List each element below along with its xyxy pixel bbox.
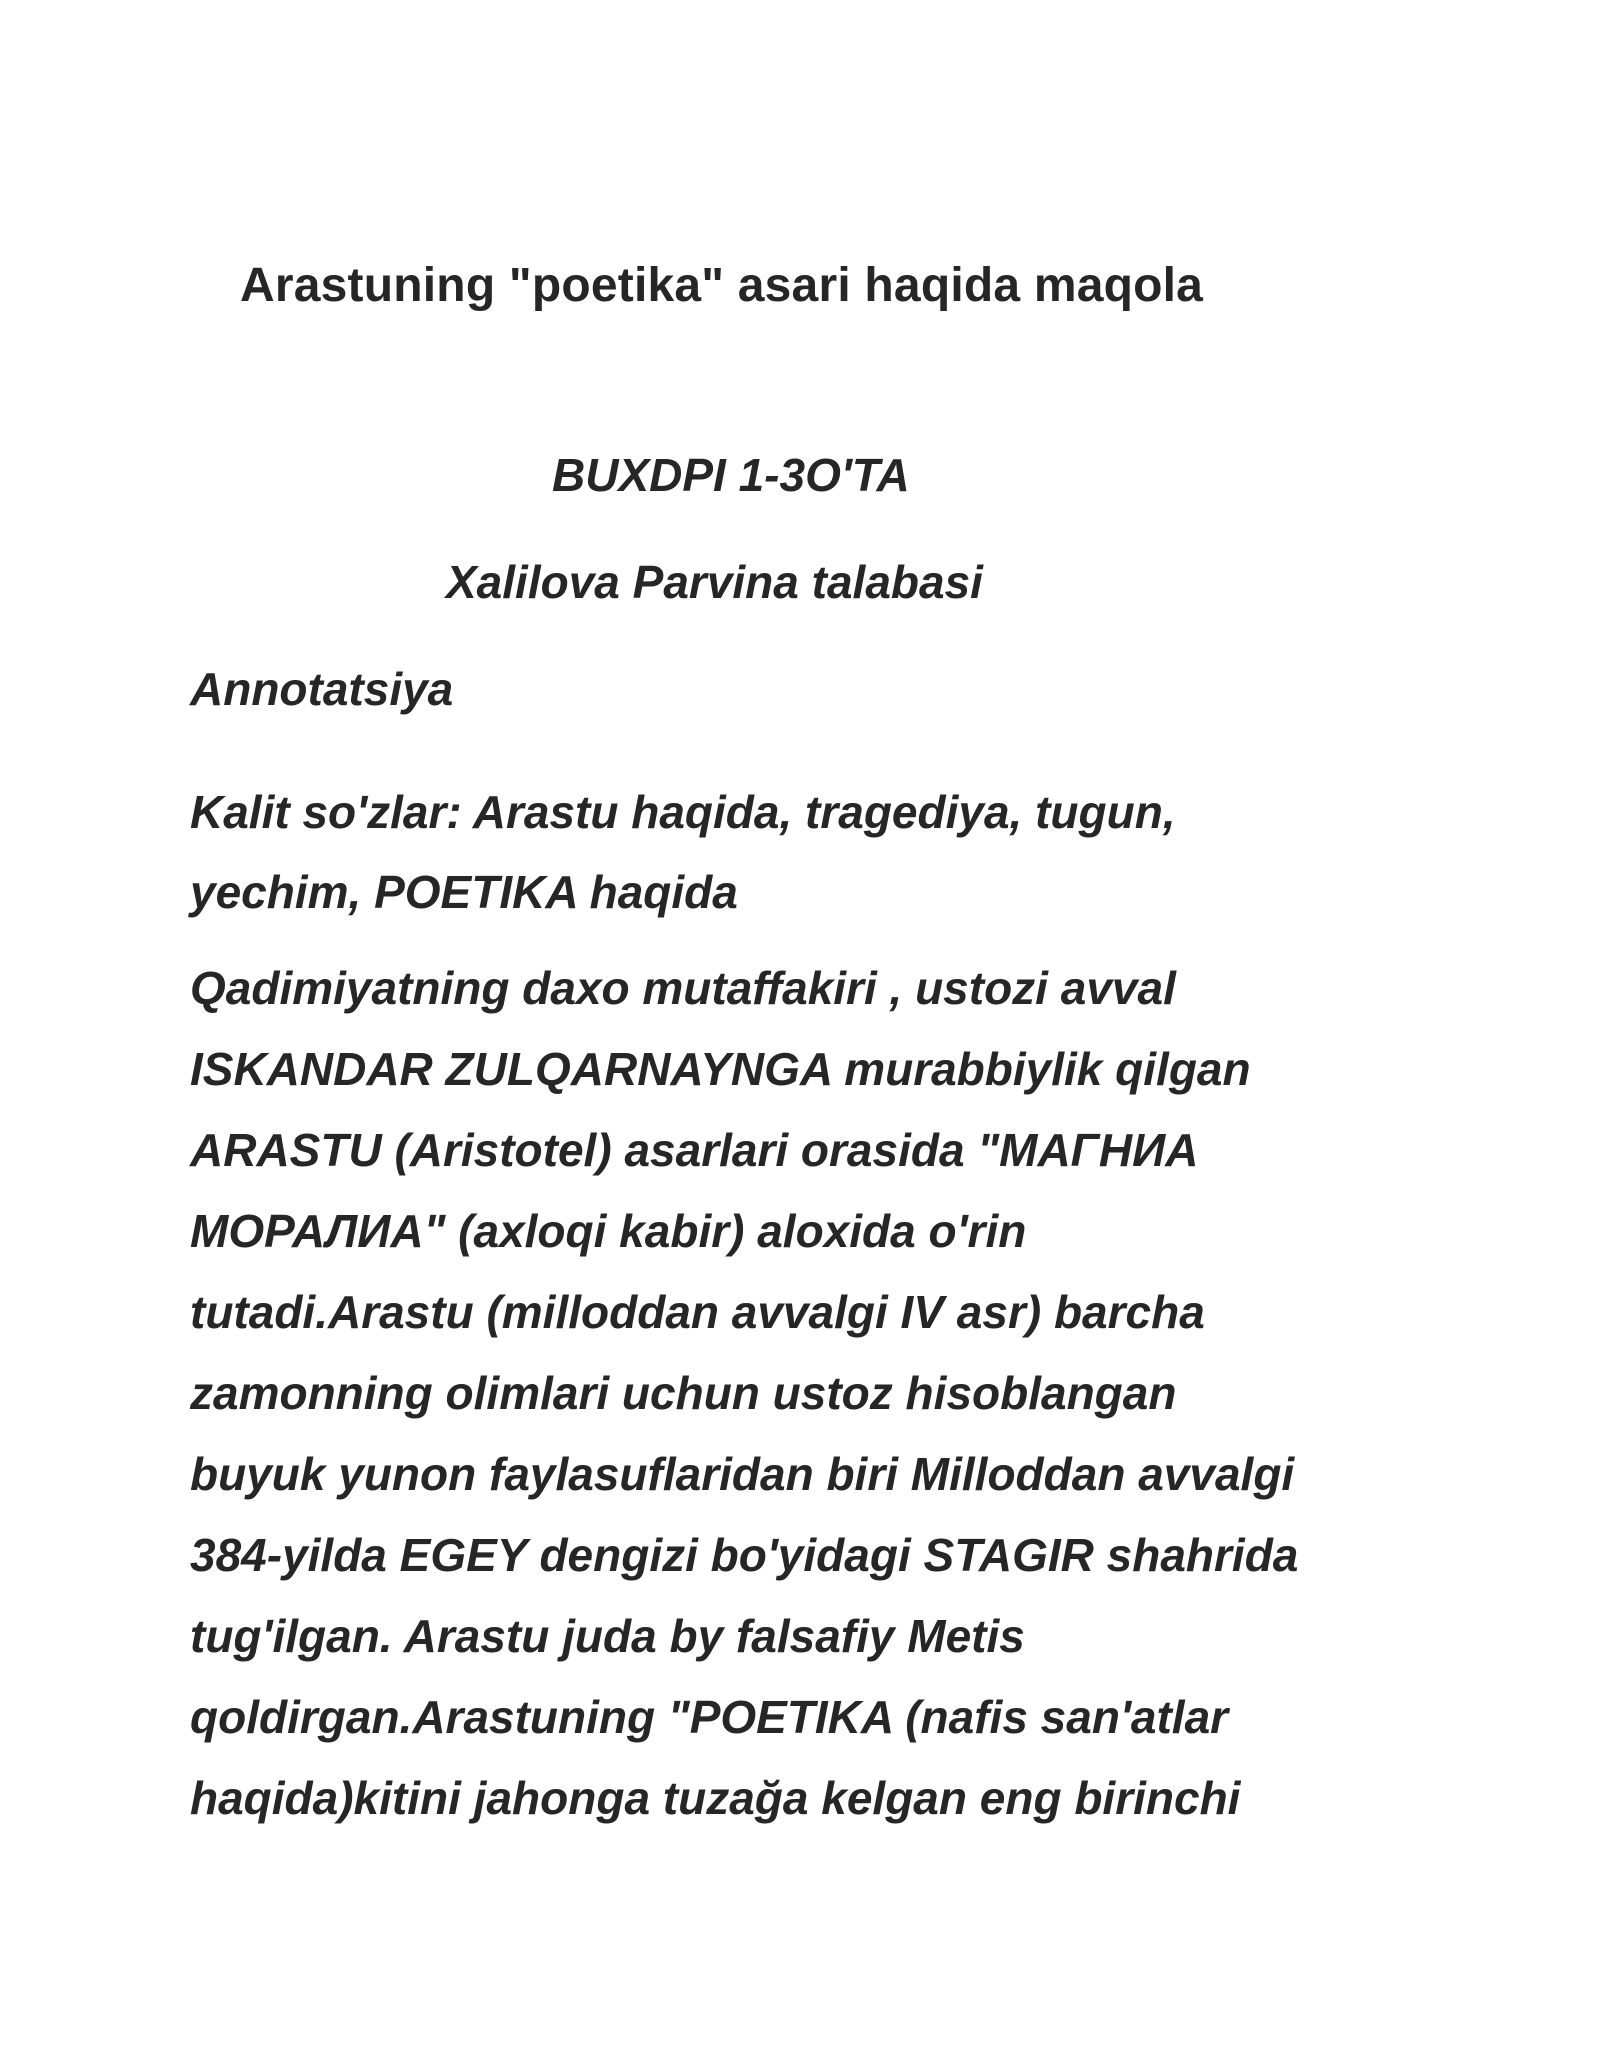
body-line: zamonning olimlari uchun ustoz hisoblangan (190, 1367, 1177, 1419)
keywords-line: Kalit so'zlar: Arastu haqida, tragediya, tugun, (190, 786, 1176, 838)
body-line: ARASTU (Aristotel) asarlari orasida "МАГНИА (190, 1124, 1199, 1176)
author-name: Xalilova Parvina talabasi (446, 556, 983, 608)
body-line: tutadi.Arastu (milloddan avvalgi IV asr) barcha (190, 1286, 1205, 1338)
body-line: МОРАЛИА" (axloqi kabir) aloxida o'rin (190, 1205, 1027, 1257)
body-line: qoldirgan.Arastuning "POETIKA (nafis san'atlar (190, 1691, 1229, 1743)
body-line: ISKANDAR ZULQARNAYNGA murabbiylik qilgan (190, 1043, 1251, 1095)
body-line: 384-yilda EGEY dengizi bo'yidagi STAGIR shahrida (190, 1529, 1299, 1581)
body-line: haqida)kitini jahonga tuzağa kelgan eng birinchi (190, 1772, 1241, 1824)
annotation-heading: Annotatsiya (190, 663, 454, 715)
body-line: tug'ilgan. Arastu juda by falsafiy Metis (190, 1610, 1025, 1662)
body-paragraph (190, 948, 1430, 1839)
institution-label: BUXDPI 1-3O'TA (552, 449, 910, 501)
body-line: buyuk yunon faylasuflaridan biri Milloddan avvalgi (190, 1448, 1295, 1500)
body-line: Qadimiyatning daxo mutaffakiri , ustozi avval (190, 962, 1176, 1014)
keywords-line: yechim, POETIKA haqida (190, 866, 738, 918)
keywords-paragraph (190, 772, 1410, 932)
document-title: Arastuning "poetika" asari haqida maqola (240, 259, 1204, 312)
